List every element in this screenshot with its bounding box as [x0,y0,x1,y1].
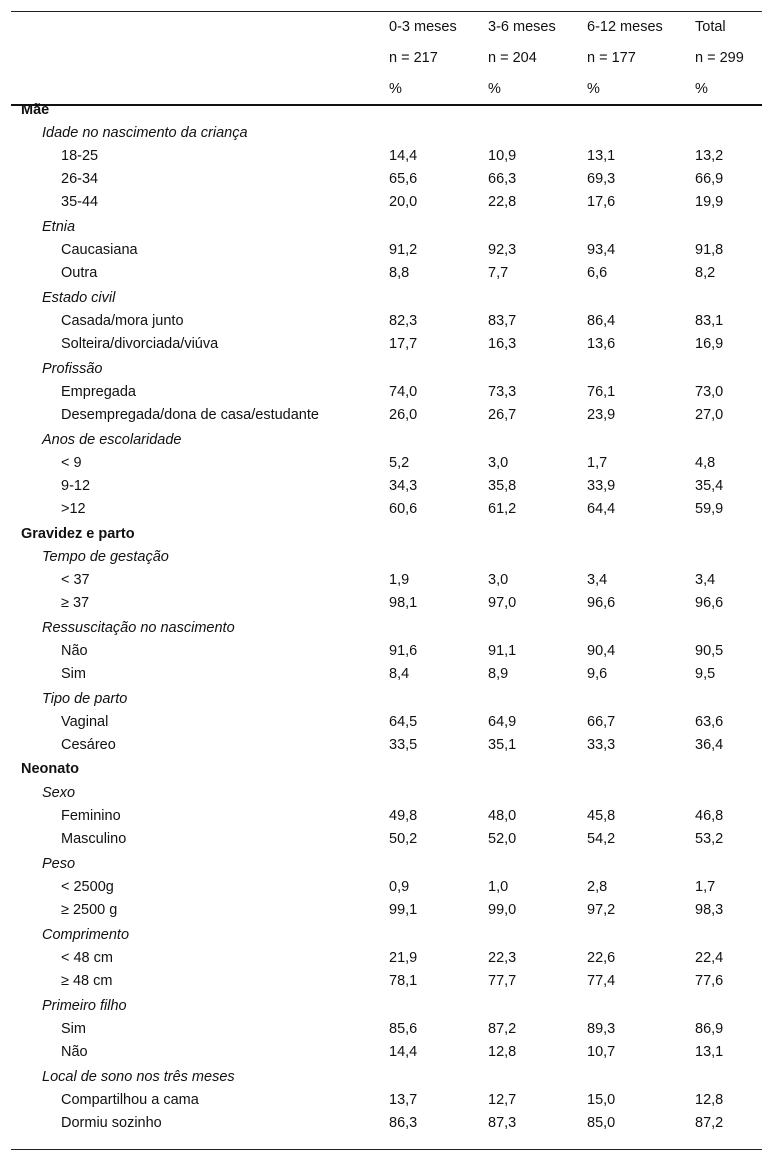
table-cell: 99,1 [389,902,418,918]
table-row [11,194,762,216]
table-cell: 12,8 [488,1044,517,1060]
item-label: ≥ 2500 g [61,902,118,918]
table-row [11,1092,762,1114]
table-cell: 9,5 [695,666,716,682]
table-cell: 19,9 [695,194,724,210]
table-row [11,242,762,264]
table-cell: 10,7 [587,1044,616,1060]
table-cell: 16,3 [488,336,517,352]
item-label: 18-25 [61,148,99,164]
table-row [11,501,762,523]
table-cell: 13,6 [587,336,616,352]
item-label: Sim [61,1021,86,1037]
table-cell: 33,3 [587,737,616,753]
table-cell: 17,7 [389,336,418,352]
item-label: Empregada [61,384,136,400]
table-group-row [11,691,762,713]
table-row [11,643,762,665]
table-row [11,973,762,995]
table-cell: 87,3 [488,1115,517,1131]
table-cell: 64,4 [587,501,616,517]
table-cell: 97,0 [488,595,517,611]
item-label: Feminino [61,808,121,824]
table-cell: 96,6 [587,595,616,611]
table-cell: 10,9 [488,148,517,164]
item-label: Compartilhou a cama [61,1092,199,1108]
subcategory-label: Idade no nascimento da criança [42,125,248,141]
table-cell: 64,9 [488,714,517,730]
item-label: >12 [61,501,86,517]
table-cell: 86,3 [389,1115,418,1131]
table-top-rule [11,11,762,12]
table-cell: 13,7 [389,1092,418,1108]
table-cell: 9,6 [587,666,608,682]
table-cell: 50,2 [389,831,418,847]
item-label: Desempregada/dona de casa/estudante [61,407,319,423]
header-period-2: 3-6 meses [488,19,556,35]
item-label: Vaginal [61,714,109,730]
subcategory-label: Sexo [42,785,76,801]
table-cell: 1,9 [389,572,410,588]
header-unit-1: % [389,81,402,97]
table-cell: 21,9 [389,950,418,966]
subcategory-label: Peso [42,856,76,872]
subcategory-label: Tempo de gestação [42,549,169,565]
table-cell: 66,3 [488,171,517,187]
table-cell: 73,0 [695,384,724,400]
table-group-row [11,998,762,1020]
item-label: Solteira/divorciada/viúva [61,336,219,352]
table-cell: 91,8 [695,242,724,258]
table-group-row [11,785,762,807]
item-label: Outra [61,265,98,281]
table-cell: 8,2 [695,265,716,281]
table-row [11,808,762,830]
table-row [11,666,762,688]
table-cell: 74,0 [389,384,418,400]
table-cell: 90,4 [587,643,616,659]
subcategory-label: Tipo de parto [42,691,128,707]
table-cell: 26,7 [488,407,517,423]
table-cell: 27,0 [695,407,724,423]
item-label: 9-12 [61,478,91,494]
table-cell: 96,6 [695,595,724,611]
table-group-row [11,361,762,383]
table-row [11,831,762,853]
table-cell: 17,6 [587,194,616,210]
table-cell: 5,2 [389,455,410,471]
table-group-row [11,761,762,783]
table-cell: 85,6 [389,1021,418,1037]
table-group-row [11,219,762,241]
table-cell: 14,4 [389,1044,418,1060]
table-cell: 6,6 [587,265,608,281]
header-period-1: 0-3 meses [389,19,457,35]
table-cell: 61,2 [488,501,517,517]
table-cell: 77,4 [587,973,616,989]
table-row [11,714,762,736]
table-row [11,902,762,924]
table-cell: 86,4 [587,313,616,329]
table-cell: 97,2 [587,902,616,918]
table-cell: 8,4 [389,666,410,682]
table-cell: 7,7 [488,265,509,281]
category-label: Neonato [21,761,79,777]
table-cell: 15,0 [587,1092,616,1108]
table-row [11,171,762,193]
header-n-2: n = 204 [488,50,537,66]
header-unit-total: % [695,81,708,97]
table-cell: 54,2 [587,831,616,847]
item-label: < 2500g [61,879,114,895]
item-label: ≥ 37 [61,595,90,611]
table-cell: 12,7 [488,1092,517,1108]
table-row [11,265,762,287]
table-cell: 64,5 [389,714,418,730]
table-row [11,950,762,972]
table-row [11,478,762,500]
table-row [11,737,762,759]
table-cell: 86,9 [695,1021,724,1037]
table-cell: 22,6 [587,950,616,966]
header-n-1: n = 217 [389,50,438,66]
table-cell: 77,7 [488,973,517,989]
table-cell: 35,1 [488,737,517,753]
table-cell: 22,8 [488,194,517,210]
table-row [11,384,762,406]
table-cell: 92,3 [488,242,517,258]
table-cell: 22,3 [488,950,517,966]
table-group-row [11,125,762,147]
item-label: Não [61,1044,88,1060]
table-cell: 4,8 [695,455,716,471]
table-row [11,336,762,358]
table-cell: 2,8 [587,879,608,895]
subcategory-label: Local de sono nos três meses [42,1069,235,1085]
table-group-row [11,1069,762,1091]
category-label: Mãe [21,102,50,118]
table-cell: 59,9 [695,501,724,517]
table-cell: 8,9 [488,666,509,682]
subcategory-label: Estado civil [42,290,116,306]
subcategory-label: Primeiro filho [42,998,127,1014]
table-cell: 13,2 [695,148,724,164]
table-cell: 66,7 [587,714,616,730]
table-cell: 89,3 [587,1021,616,1037]
subcategory-label: Ressuscitação no nascimento [42,620,235,636]
header-unit-3: % [587,81,600,97]
table-cell: 45,8 [587,808,616,824]
table-cell: 3,0 [488,572,509,588]
header-n-3: n = 177 [587,50,636,66]
table-row [11,313,762,335]
table-group-row [11,549,762,571]
item-label: 35-44 [61,194,99,210]
subcategory-label: Anos de escolaridade [42,432,182,448]
header-period-total: Total [695,19,726,35]
table-cell: 3,4 [587,572,608,588]
table-cell: 20,0 [389,194,418,210]
table-cell: 91,2 [389,242,418,258]
header-period-3: 6-12 meses [587,19,663,35]
table-row [11,455,762,477]
table-cell: 1,0 [488,879,509,895]
table-group-row [11,620,762,642]
table-cell: 60,6 [389,501,418,517]
item-label: Cesáreo [61,737,116,753]
table-cell: 35,4 [695,478,724,494]
item-label: Masculino [61,831,127,847]
table-row [11,572,762,594]
table-cell: 1,7 [695,879,716,895]
table-group-row [11,432,762,454]
table-bottom-rule [11,1149,762,1150]
table-group-row [11,856,762,878]
item-label: Caucasiana [61,242,138,258]
table-cell: 22,4 [695,950,724,966]
table-cell: 13,1 [587,148,616,164]
table-row [11,148,762,170]
table-cell: 98,3 [695,902,724,918]
category-label: Gravidez e parto [21,526,135,542]
table-cell: 90,5 [695,643,724,659]
table-row [11,407,762,429]
table-cell: 98,1 [389,595,418,611]
table-row [11,1044,762,1066]
table-cell: 99,0 [488,902,517,918]
table-cell: 34,3 [389,478,418,494]
item-label: 26-34 [61,171,99,187]
table-cell: 49,8 [389,808,418,824]
table-row [11,879,762,901]
table-cell: 1,7 [587,455,608,471]
table-cell: 0,9 [389,879,410,895]
table-cell: 83,1 [695,313,724,329]
subcategory-label: Comprimento [42,927,130,943]
table-cell: 3,0 [488,455,509,471]
table-cell: 13,1 [695,1044,724,1060]
item-label: Dormiu sozinho [61,1115,162,1131]
table-group-row [11,290,762,312]
subcategory-label: Profissão [42,361,103,377]
table-cell: 14,4 [389,148,418,164]
header-unit-2: % [488,81,501,97]
table-cell: 48,0 [488,808,517,824]
table-cell: 33,9 [587,478,616,494]
table-cell: 69,3 [587,171,616,187]
table-row [11,1115,762,1137]
table-cell: 46,8 [695,808,724,824]
table-cell: 82,3 [389,313,418,329]
table-cell: 35,8 [488,478,517,494]
item-label: Casada/mora junto [61,313,184,329]
table-cell: 85,0 [587,1115,616,1131]
table-group-row [11,102,762,124]
header-n-total: n = 299 [695,50,744,66]
table-cell: 91,1 [488,643,517,659]
table-cell: 12,8 [695,1092,724,1108]
table-cell: 93,4 [587,242,616,258]
table-cell: 33,5 [389,737,418,753]
table-cell: 36,4 [695,737,724,753]
table-cell: 73,3 [488,384,517,400]
table-cell: 83,7 [488,313,517,329]
subcategory-label: Etnia [42,219,76,235]
table-cell: 3,4 [695,572,716,588]
table-cell: 65,6 [389,171,418,187]
table-group-row [11,927,762,949]
table-cell: 52,0 [488,831,517,847]
item-label: < 37 [61,572,90,588]
table-cell: 91,6 [389,643,418,659]
table-cell: 77,6 [695,973,724,989]
table-cell: 63,6 [695,714,724,730]
table-cell: 16,9 [695,336,724,352]
table-cell: 87,2 [695,1115,724,1131]
table-cell: 26,0 [389,407,418,423]
table-row [11,595,762,617]
item-label: < 9 [61,455,82,471]
table-group-row [11,526,762,548]
table-cell: 76,1 [587,384,616,400]
table-row [11,1021,762,1043]
item-label: Não [61,643,88,659]
item-label: < 48 cm [61,950,113,966]
table-cell: 23,9 [587,407,616,423]
table-cell: 78,1 [389,973,418,989]
item-label: ≥ 48 cm [61,973,113,989]
table-cell: 8,8 [389,265,410,281]
table-cell: 87,2 [488,1021,517,1037]
item-label: Sim [61,666,86,682]
table-cell: 66,9 [695,171,724,187]
table-cell: 53,2 [695,831,724,847]
